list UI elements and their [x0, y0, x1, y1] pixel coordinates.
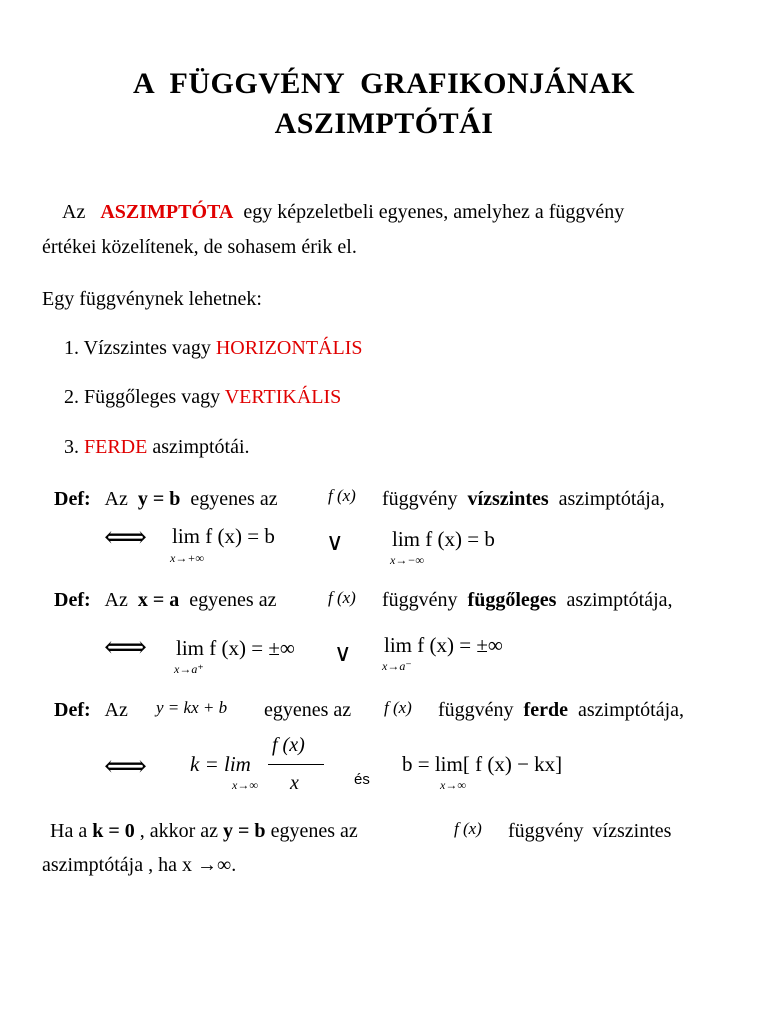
note-k0: k = 0 [92, 820, 135, 842]
def2-lim-left: lim f (x) = ±∞ [176, 636, 295, 660]
note-text-d: függvény vízszintes [508, 820, 672, 842]
note-fx: f (x) [454, 819, 482, 838]
def2-label: Def: [54, 589, 91, 611]
intro-pre: Az [62, 201, 86, 223]
def3-eq: y = kx + b [156, 698, 228, 717]
def2-fx: f (x) [328, 588, 356, 607]
def3-b-expr: b = lim[ f (x) − kx] [402, 752, 563, 776]
def1-lim-right: lim f (x) = b [392, 527, 495, 551]
intro-post: egy képzeletbeli egyenes, amelyhez a függvény [243, 201, 625, 223]
type-item-2-text: 2. Függőleges vagy [64, 386, 225, 408]
def1-fx: f (x) [328, 486, 356, 505]
def1-line [54, 487, 278, 511]
types-heading: Egy függvénynek lehetnek: [42, 288, 262, 310]
def3-fraction-bar [268, 764, 324, 765]
def3-aszimptotaja: aszimptótája, [577, 699, 685, 721]
def3-fx: f (x) [384, 698, 412, 717]
note-line-1 [50, 819, 358, 843]
def1-lim-left: lim f (x) = b [172, 524, 275, 548]
note-text-a: Ha a [50, 820, 93, 842]
def3-k-sub: x→∞ [232, 778, 258, 792]
def2-equiv-symbol: ⟺ [104, 631, 148, 664]
def1-aszimptotaja: aszimptótája, [558, 488, 665, 510]
note-text-c: egyenes az [265, 820, 358, 842]
type-item-3-term: FERDE [84, 436, 148, 458]
def3-label: Def: [54, 699, 91, 721]
type-item-1 [64, 336, 362, 360]
note-line-2: aszimptótája , ha x →∞. [42, 854, 237, 876]
type-item-3-num: 3. [64, 436, 84, 458]
def2-lim-right: lim f (x) = ±∞ [384, 633, 503, 657]
type-item-2-term: VERTIKÁLIS [224, 386, 342, 408]
type-item-3-text: aszimptótái. [147, 436, 250, 458]
title-line-2: ASZIMPTÓTÁI [274, 107, 494, 140]
def1-egyenes: egyenes az [190, 488, 278, 510]
def1-equiv-symbol: ⟺ [104, 521, 148, 554]
def3-k-num: f (x) [272, 734, 305, 756]
def2-tail [382, 588, 673, 612]
def3-k-den: x [290, 772, 299, 794]
type-item-3 [64, 435, 250, 459]
def3-b-sub: x→∞ [440, 778, 466, 792]
def2-or-symbol: ∨ [334, 641, 352, 667]
def1-eq: y = b [137, 488, 181, 510]
def3-equiv-symbol: ⟺ [104, 750, 148, 783]
def3-line [54, 698, 128, 722]
def3-k-lhs: k = lim [190, 752, 251, 776]
def3-fuggveny: függvény [438, 699, 514, 721]
def1-tail [382, 487, 665, 511]
type-item-1-term: HORIZONTÁLIS [215, 337, 363, 359]
def1-sub-right: x→−∞ [390, 553, 424, 567]
def2-line [54, 588, 276, 612]
def2-aszimptotaja: aszimptótája, [566, 589, 673, 611]
def2-kind: függőleges [467, 589, 557, 611]
def3-es: és [354, 771, 370, 788]
def1-or-symbol: ∨ [326, 530, 344, 556]
intro-term: ASZIMPTÓTA [100, 201, 234, 223]
def3-tail [438, 698, 684, 722]
def2-az: Az [104, 589, 128, 611]
def1-label: Def: [54, 488, 91, 510]
def2-egyenes: egyenes az [189, 589, 277, 611]
def3-egyenes: egyenes az [264, 699, 352, 721]
type-item-2 [64, 385, 341, 409]
note-yb: y = b [223, 820, 266, 842]
intro-line-1 [62, 200, 624, 224]
def3-kind: ferde [523, 699, 568, 721]
def1-fuggveny: függvény [382, 488, 458, 510]
def1-az: Az [104, 488, 128, 510]
def2-sub-left: x→a⁺ [174, 662, 204, 676]
def3-az: Az [104, 699, 128, 721]
def1-sub-left: x→+∞ [170, 551, 204, 565]
def2-sub-right: x→a⁻ [382, 659, 412, 673]
def1-kind: vízszintes [467, 488, 549, 510]
title-line-1: A FÜGGVÉNY GRAFIKONJÁNAK [133, 67, 635, 100]
def2-eq: x = a [137, 589, 180, 611]
intro-line-2: értékei közelítenek, de sohasem érik el. [42, 236, 357, 258]
type-item-1-text: 1. Vízszintes vagy [64, 337, 216, 359]
def2-fuggveny: függvény [382, 589, 458, 611]
note-text-b: , akkor az [134, 820, 224, 842]
